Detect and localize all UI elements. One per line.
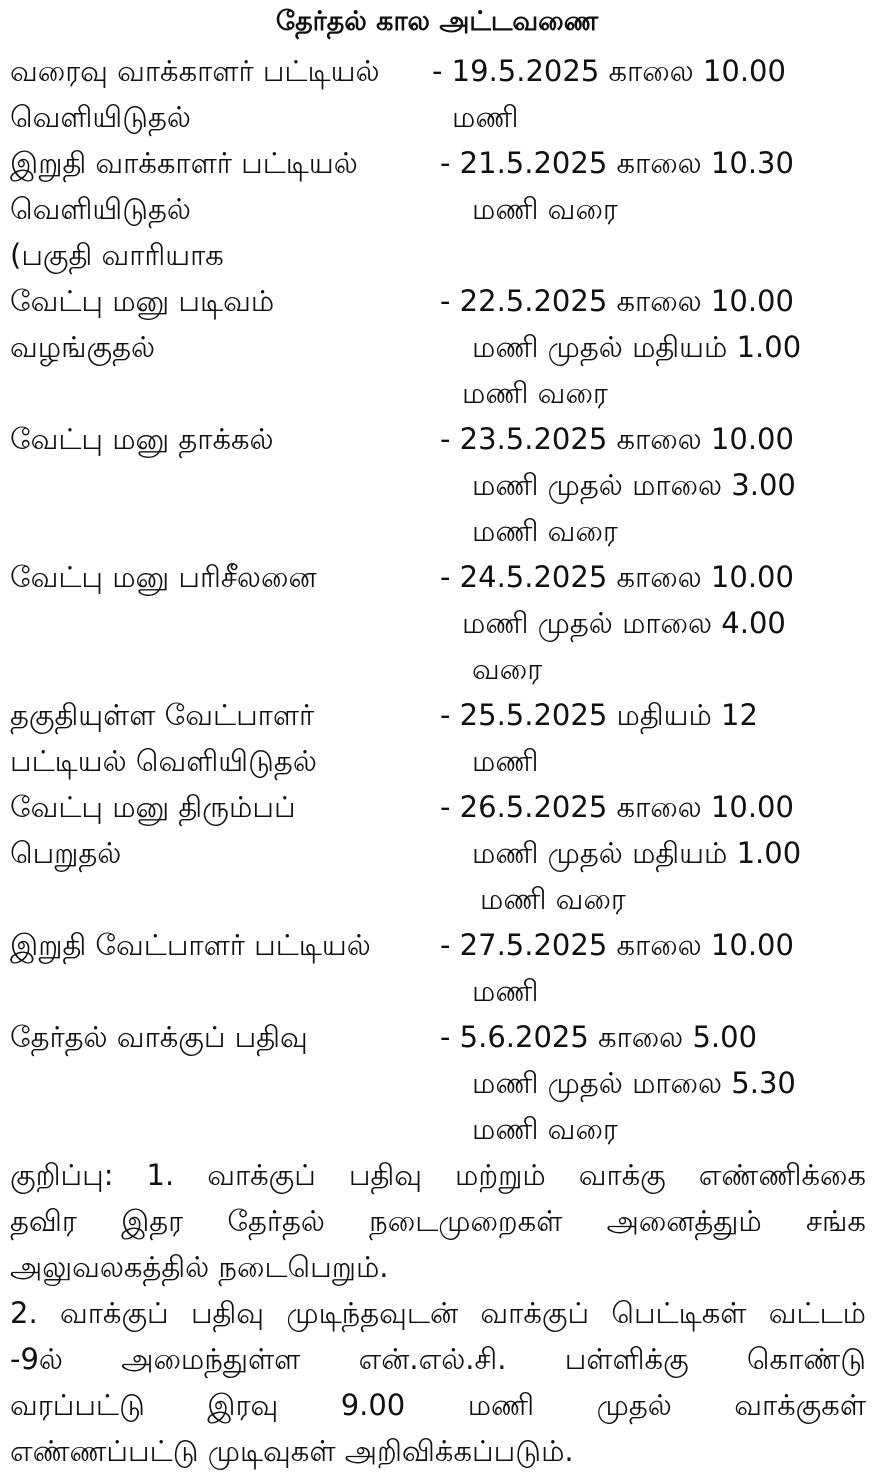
time-9-line-3: மணி வரை	[472, 1112, 618, 1146]
event-1-line-2: வெளியிடுதல்	[10, 100, 191, 134]
time-8-line-1: - 27.5.2025 காலை 10.00	[440, 928, 794, 962]
time-8-line-2: மணி	[472, 974, 539, 1008]
time-3-line-2: மணி முதல் மதியம் 1.00	[472, 330, 802, 364]
time-2-line-2: மணி வரை	[472, 192, 618, 226]
time-4-line-3: மணி வரை	[472, 514, 618, 548]
note-line-3: அலுவலகத்தில் நடைபெறும்.	[10, 1250, 389, 1284]
time-7-line-2: மணி முதல் மதியம் 1.00	[472, 836, 802, 870]
event-2-line-1: இறுதி வாக்காளர் பட்டியல்	[10, 146, 358, 180]
event-3-line-1: வேட்பு மனு படிவம்	[10, 284, 275, 318]
note-line-7: எண்ணப்பட்டு முடிவுகள் அறிவிக்கப்படும்.	[10, 1434, 574, 1468]
event-4-line-1: வேட்பு மனு தாக்கல்	[10, 422, 274, 456]
time-9-line-2: மணி முதல் மாலை 5.30	[472, 1066, 796, 1100]
event-8-line-1: இறுதி வேட்பாளர் பட்டியல்	[10, 928, 371, 962]
time-5-line-3: வரை	[472, 652, 543, 686]
event-7-line-2: பெறுதல்	[10, 836, 122, 870]
event-2-line-2: வெளியிடுதல்	[10, 192, 191, 226]
note-line-2: தவிர இதர தேர்தல் நடைமுறைகள் அனைத்தும் சங்க	[10, 1204, 866, 1238]
time-1-line-2: மணி	[452, 100, 519, 134]
event-7-line-1: வேட்பு மனு திரும்பப்	[10, 790, 296, 824]
time-2-line-1: - 21.5.2025 காலை 10.30	[440, 146, 794, 180]
event-5-line-1: வேட்பு மனு பரிசீலனை	[10, 560, 317, 594]
time-7-line-1: - 26.5.2025 காலை 10.00	[440, 790, 794, 824]
time-9-line-1: - 5.6.2025 காலை 5.00	[440, 1020, 758, 1054]
note-line-6: வரப்பட்டு இரவு 9.00 மணி முதல் வாக்குகள்	[10, 1388, 866, 1422]
event-6-line-2: பட்டியல் வெளியிடுதல்	[10, 744, 317, 778]
time-5-line-1: - 24.5.2025 காலை 10.00	[440, 560, 794, 594]
event-1-line-1: வரைவு வாக்காளர் பட்டியல்	[10, 54, 380, 88]
time-6-line-2: மணி	[472, 744, 539, 778]
time-4-line-1: - 23.5.2025 காலை 10.00	[440, 422, 794, 456]
time-5-line-2: மணி முதல் மாலை 4.00	[462, 606, 786, 640]
time-7-line-3: மணி வரை	[480, 882, 626, 916]
note-line-4: 2. வாக்குப் பதிவு முடிந்தவுடன் வாக்குப் பெட்டிகள் வட்டம்	[10, 1296, 866, 1330]
time-1-line-1: - 19.5.2025 காலை 10.00	[432, 54, 786, 88]
note-line-5: -9ல் அமைந்துள்ள என்.எல்.சி. பள்ளிக்கு கொண்டு	[10, 1342, 866, 1376]
time-6-line-1: - 25.5.2025 மதியம் 12	[440, 698, 758, 732]
time-4-line-2: மணி முதல் மாலை 3.00	[472, 468, 796, 502]
event-6-line-1: தகுதியுள்ள வேட்பாளர்	[10, 698, 315, 732]
document-title: தேர்தல் கால அட்டவணை	[275, 6, 599, 37]
event-2-line-3: (பகுதி வாரியாக	[10, 238, 224, 272]
event-3-line-2: வழங்குதல்	[10, 330, 156, 364]
time-3-line-3: மணி வரை	[462, 376, 608, 410]
note-line-1: குறிப்பு: 1. வாக்குப் பதிவு மற்றும் வாக்கு எண்ணிக்கை	[10, 1158, 866, 1192]
time-3-line-1: - 22.5.2025 காலை 10.00	[440, 284, 794, 318]
event-9-line-1: தேர்தல் வாக்குப் பதிவு	[10, 1020, 308, 1054]
